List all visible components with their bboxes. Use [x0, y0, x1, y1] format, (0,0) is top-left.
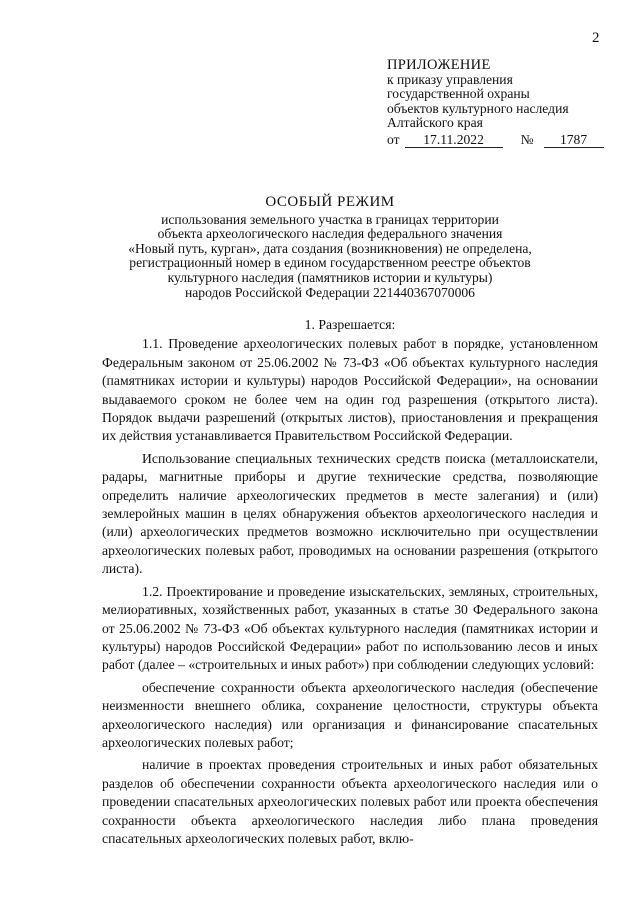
document-body [102, 316, 598, 848]
date-prefix: от [387, 131, 400, 147]
paragraph: Использование специальных технических средств поиска (металлоискатели, радары, магнитные приборы и другие технические средства, позволяющие определить наличие археологических предметов в месте залегания) и (или) землеройных машин в целях обнаружения объектов археологического наследия и (или) археологических предметов возможно исключительно при осуществлении археологических полевых работ, проводимых на основании разрешения (открытого листа). [102, 450, 598, 577]
appendix-block [387, 58, 604, 148]
paragraph: 1.1. Проведение археологических полевых работ в порядке, установленном Федеральным законом от 25.06.2002 № 73-ФЗ «Об объектах культурного наследия (памятниках истории и культуры) народов Российской Федерации», на основании выдаваемого сроком не более чем на один год разрешения (открытого листа). Порядок выдачи разрешений (открытых листов), приостановления и прекращения их действия устанавливается Правительством Российской Федерации. [102, 336, 598, 444]
order-number: 1787 [544, 133, 604, 148]
title-line: народов Российской Федерации 221440367070006 [185, 284, 475, 300]
paragraph: наличие в проектах проведения строительных и иных работ обязательных разделов об обеспечении сохранности объекта археологического наследия или о проведении спасательных археологических полевых работ или проекта обеспечения сохранности объекта археологического наследия либо плана проведения спасательных археологических полевых работ, вклю- [102, 757, 598, 846]
order-date-line [387, 133, 604, 148]
paragraph: обеспечение сохранности объекта археологического наследия (обеспечение неизменности внешнего облика, сохранение целостности, структуры объекта археологического наследия) или организация и финансирование спасательных археологических полевых работ; [102, 679, 598, 750]
appendix-line: объектов культурного наследия [387, 100, 569, 116]
appendix-line: к приказу управления [387, 71, 513, 87]
appendix-line: государственной охраны [387, 86, 530, 102]
main-title: ОСОБЫЙ РЕЖИМ [265, 194, 395, 210]
title-line: регистрационный номер в едином государственном реестре объектов [129, 255, 531, 271]
document-title [60, 195, 600, 300]
section-heading: 1. Разрешается: [304, 317, 396, 332]
appendix-line: Алтайского края [387, 115, 483, 131]
appendix-heading: ПРИЛОЖЕНИЕ [387, 57, 491, 73]
title-line: «Новый путь, курган», дата создания (возникновения) не определена, [128, 240, 532, 256]
title-line: использования земельного участка в границах территории [161, 211, 499, 227]
paragraph: 1.2. Проектирование и проведение изыскательских, земляных, строительных, мелиоративных, хозяйственных работ, указанных в статье 30 Федерального закона от 25.06.2002 № 73-ФЗ «Об объектах культурного наследия (памятниках истории и культуры) народов Российской Федерации» работ по использованию лесов и иных работ (далее – «строительных и иных работ») при соблюдении следующих условий: [102, 583, 598, 673]
title-line: объекта археологического наследия федерального значения [157, 226, 503, 242]
page-number: 2 [592, 30, 600, 46]
number-sign: № [520, 131, 534, 147]
title-line: культурного наследия (памятников истории и культуры) [167, 269, 493, 285]
order-date: 17.11.2022 [405, 133, 503, 148]
